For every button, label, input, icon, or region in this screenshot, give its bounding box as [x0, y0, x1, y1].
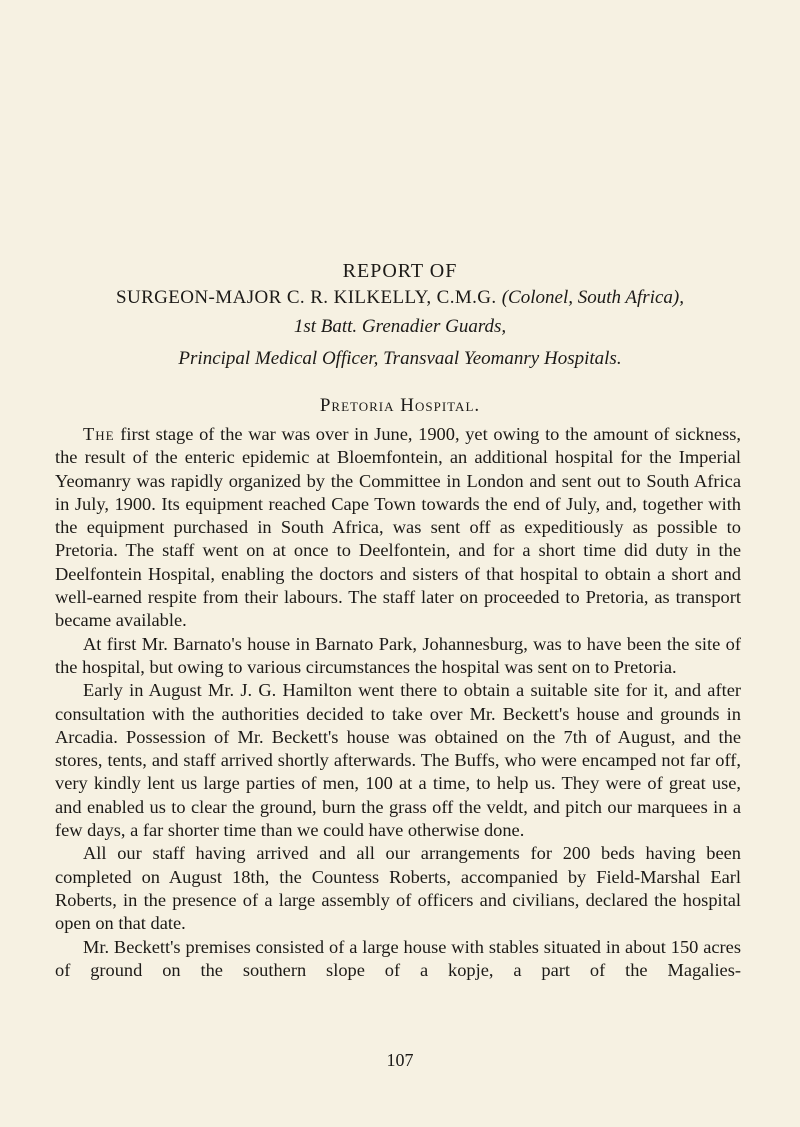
- paragraph: [55, 679, 741, 842]
- paragraph-lead-word: The: [83, 424, 115, 444]
- paragraph-text: Mr. Beckett's premises consisted of a large house with stables situated in about 150 acres of ground on the southern slope of a kopje, a part of the Magalies-: [55, 936, 741, 980]
- section-title: Pretoria Hospital.: [319, 395, 481, 416]
- surgeon-line: [0, 287, 800, 309]
- body-text: [55, 423, 741, 982]
- battalion-line: [0, 316, 800, 338]
- paragraph: [55, 633, 741, 680]
- surgeon-name: SURGEON-MAJOR C. R. KILKELLY, C.M.G.: [116, 287, 497, 308]
- officer-title: Principal Medical Officer, Transvaal Yeomanry Hospitals.: [178, 348, 622, 369]
- paragraph-text: Early in August Mr. J. G. Hamilton went there to obtain a suitable site for it, and after consultation with the authorities decided to take over Mr. Beckett's house and grounds in Arcadia. Possession of Mr. Beckett's house was obtained on the 7th of August, and the stores, tents, and staff arrived shortly afterwards. The Buffs, who were encamped not far off, very kindly lent us large parties of men, 100 at a time, to help us. They were of great use, and enabled us to clear the ground, burn the grass off the veldt, and pitch our marquees in a few days, a far shorter time than we could have otherwise done.: [55, 680, 741, 841]
- paragraph: [55, 842, 741, 935]
- paragraph: [55, 936, 741, 983]
- surgeon-rank: (Colonel, South Africa),: [501, 287, 684, 308]
- paragraph-text: All our staff having arrived and all our arrangements for 200 beds having been completed on August 18th, the Countess Roberts, accompanied by Field-Marshal Earl Roberts, in the presence of a large assembly of officers and civilians, declared the hospital open on that date.: [55, 843, 741, 934]
- paragraph-text: At first Mr. Barnato's house in Barnato Park, Johannesburg, was to have been the site of the hospital, but owing to various circumstances the hospital was sent on to Pretoria.: [55, 633, 741, 677]
- battalion-ordinal: 1st: [293, 316, 316, 337]
- page-number: 107: [386, 1050, 414, 1070]
- report-of-heading: REPORT OF: [342, 260, 458, 282]
- battalion-name: Batt. Grenadier Guards,: [316, 316, 507, 337]
- paragraph-text: first stage of the war was over in June, 1900, yet owing to the amount of sickness, the result of the enteric epidemic at Bloemfontein, an additional hospital for the Imperial Yeomanry was rapidly organized by the Committee in London and sent out to South Africa in July, 1900. Its equipment reached Cape Town towards the end of July, and, together with the equipment purchased in South Africa, was sent off as expeditiously as possible to Pretoria. The staff went on at once to Deelfontein, and for a short time did duty in the Deelfontein Hospital, enabling the doctors and sisters of that hospital to obtain a short and well-earned respite from their labours. The staff later on proceeded to Pretoria, as transport became available.: [55, 424, 741, 631]
- paragraph: [55, 423, 741, 633]
